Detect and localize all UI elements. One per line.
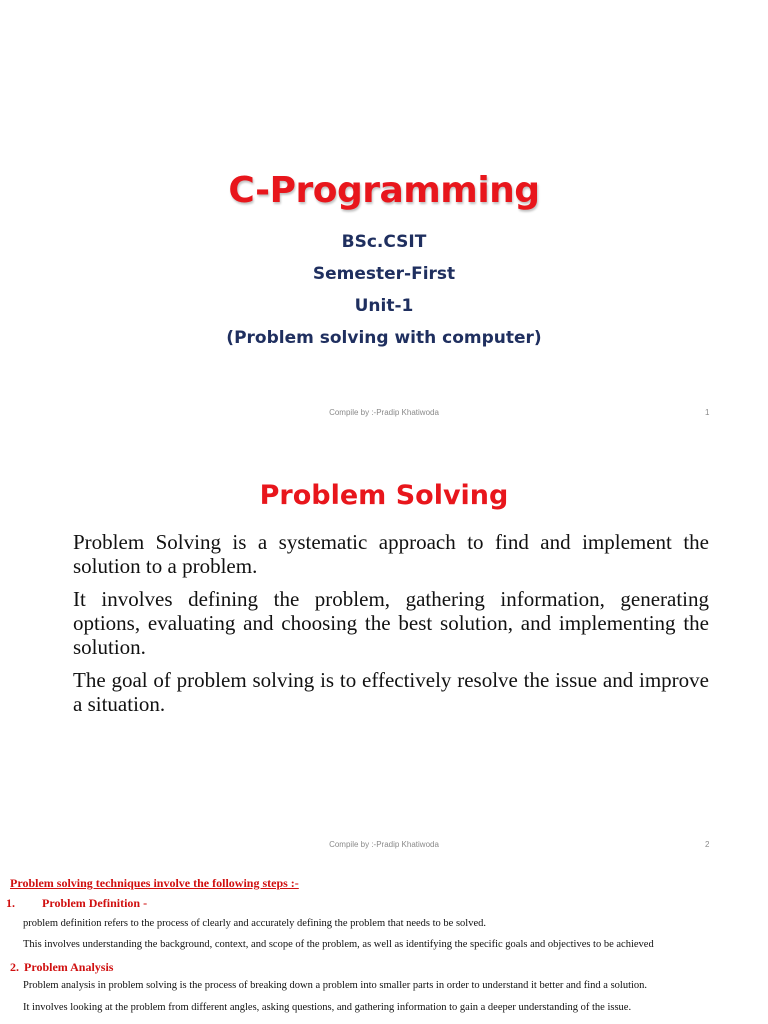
step-2-number: 2.	[10, 960, 19, 974]
step-1-point	[8, 918, 768, 929]
slide-2-footer: Compile by :-Pradip Khatiwoda	[329, 840, 439, 849]
step-1-title: Problem Definition -	[42, 896, 148, 910]
bullet-icon	[57, 530, 73, 578]
slide-2-page-number: 2	[705, 840, 710, 849]
bullet-icon	[57, 587, 73, 659]
bullet-text: The goal of problem solving is to effectively resolve the issue and improve a situation.	[73, 668, 709, 716]
bullet-item	[57, 668, 709, 716]
subtitle-topic: (Problem solving with computer)	[226, 328, 542, 348]
step-2-title: Problem Analysis	[24, 960, 114, 974]
steps-heading: Problem solving techniques involve the following steps :-	[10, 876, 299, 890]
step-2-point	[8, 1002, 768, 1013]
step-2-point-text: It involves looking at the problem from different angles, asking questions, and gathering information to gain a deeper understanding of the issue.	[23, 1002, 632, 1013]
bullet-list	[57, 530, 709, 725]
subtitle-semester: Semester-First	[312, 264, 456, 284]
step-1-number: 1.	[6, 896, 15, 910]
step-1-point	[8, 939, 768, 950]
slide-2	[0, 432, 768, 864]
bullet-item	[57, 587, 709, 659]
slide-1-footer: Compile by :-Pradip Khatiwoda	[329, 408, 439, 417]
slide-2-title: Problem Solving	[259, 480, 509, 511]
bullet-item	[57, 530, 709, 578]
slide-1-title: C-Programming	[228, 170, 540, 211]
slide-1	[0, 0, 768, 432]
step-2-point-text: Problem analysis in problem solving is the process of breaking down a problem into smaller parts in order to understand it better and find a solution.	[23, 980, 648, 991]
subtitle-unit: Unit-1	[354, 296, 414, 316]
step-1-point-text: problem definition refers to the process of clearly and accurately defining the problem that needs to be solved.	[23, 918, 487, 929]
step-2-point	[8, 980, 768, 991]
step-1-point-text: This involves understanding the background, context, and scope of the problem, as well as identifying the specific goals and objectives to be achieved	[23, 939, 654, 950]
slide-3	[0, 864, 768, 1024]
bullet-text: Problem Solving is a systematic approach to find and implement the solution to a problem.	[73, 530, 709, 578]
bullet-text: It involves defining the problem, gathering information, generating options, evaluating and choosing the best solution, and implementing the solution.	[73, 587, 709, 659]
slide-1-page-number: 1	[705, 408, 710, 417]
subtitle-program: BSc.CSIT	[341, 232, 427, 252]
bullet-icon	[57, 668, 73, 716]
